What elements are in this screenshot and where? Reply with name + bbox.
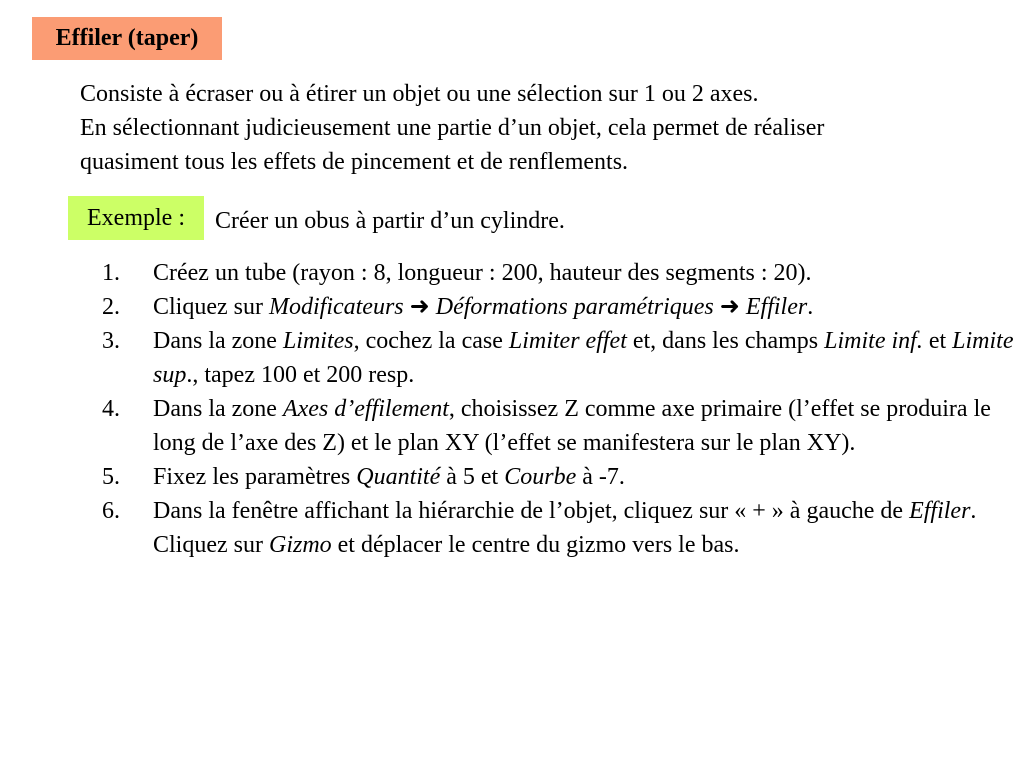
example-description: Créer un obus à partir d’un cylindre. [215,208,565,234]
step-number: 4. [102,396,120,422]
step-item [0,460,1023,494]
step-text: Dans la fenêtre affichant la hiérarchie de l’objet, cliquez sur « + » à gauche de Effiler. Cliquez sur Gizmo et déplacer le centre du gizmo vers le bas. [153,498,977,558]
intro-line: En sélectionnant judicieusement une partie d’un objet, cela permet de réaliser [80,115,825,141]
slide-title: Effiler (taper) [55,25,199,51]
step-number: 6. [102,498,120,524]
step-text: Dans la zone Axes d’effilement, choisissez Z comme axe primaire (l’effet se produira le long de l’axe des Z) et le plan XY (l’effet se manifestera sur le plan XY). [153,396,991,456]
example-label-box [68,196,204,240]
step-item [0,494,1023,562]
step-item [0,256,1023,290]
step-number: 1. [102,260,120,286]
example-label: Exemple : [87,204,185,231]
intro-line: quasiment tous les effets de pincement et de renflements. [80,149,629,175]
intro-line: Consiste à écraser ou à étirer un objet ou une sélection sur 1 ou 2 axes. [80,81,759,107]
step-item [0,290,1023,324]
step-text: Créez un tube (rayon : 8, longueur : 200, hauteur des segments : 20). [153,260,812,286]
step-item [0,392,1023,460]
step-number: 5. [102,464,120,490]
steps-list [0,256,1024,562]
step-item [0,324,1023,392]
step-text: Dans la zone Limites, cochez la case Limiter effet et, dans les champs Limite inf. et Limite sup., tapez 100 et 200 resp. [153,328,1014,388]
step-number: 3. [102,328,120,354]
intro-paragraph [80,77,1010,179]
step-number: 2. [102,294,120,320]
slide-title-box [32,17,222,60]
step-text: Fixez les paramètres Quantité à 5 et Courbe à -7. [153,464,625,490]
step-text: Cliquez sur Modificateurs ➜ Déformations paramétriques ➜ Effiler. [153,294,814,320]
